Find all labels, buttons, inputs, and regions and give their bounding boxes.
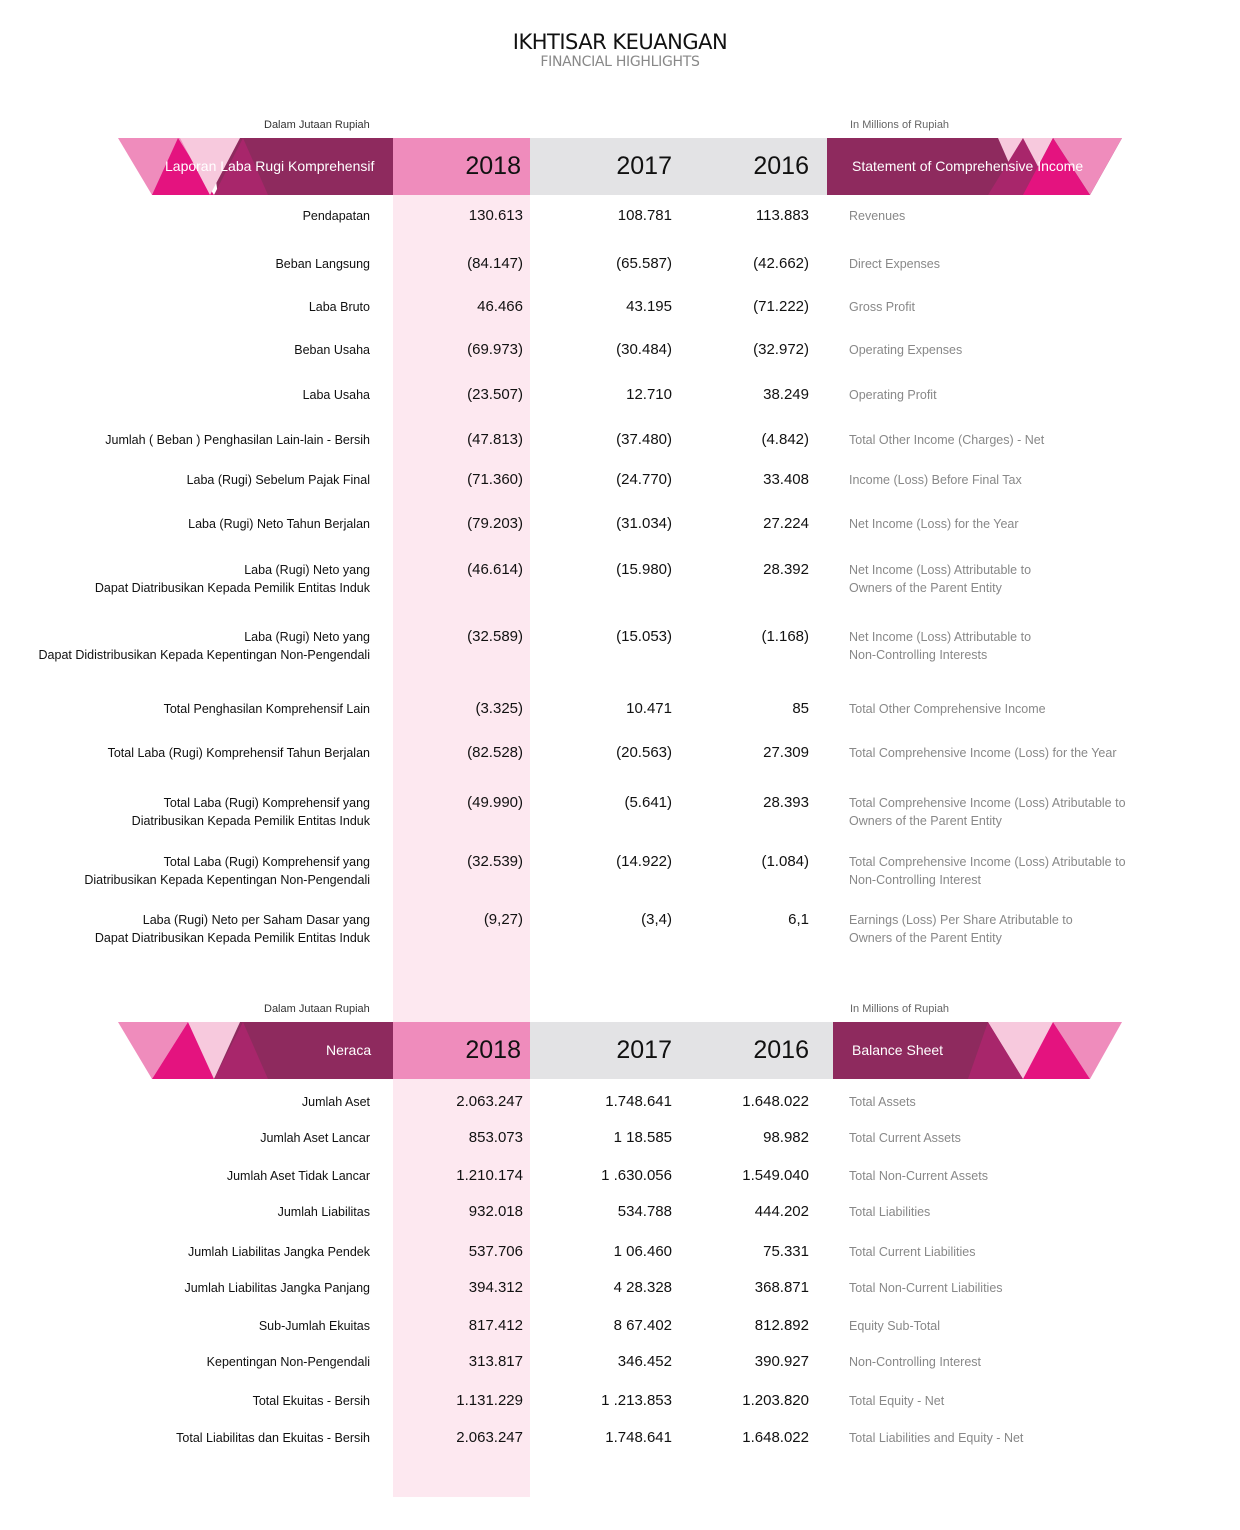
row-label-en-line: Operating Expenses [849, 343, 963, 357]
balance-year-2018: 2018 [465, 1036, 521, 1064]
value-2016: 85 [792, 700, 809, 717]
row-label-id-line: Laba (Rugi) Neto yang [244, 563, 370, 577]
value-2017: 1 18.585 [613, 1129, 672, 1146]
row-label-en-line: Net Income (Loss) Attributable to [849, 630, 1032, 644]
value-2018: (3.325) [475, 700, 523, 717]
value-2018: (9,27) [483, 911, 523, 928]
row-label-en-line: Total Comprehensive Income (Loss) for the Year [849, 746, 1117, 760]
value-2017: 1 06.460 [613, 1243, 672, 1260]
row-label-en-line: Total Other Comprehensive Income [849, 702, 1046, 716]
row-label-en [849, 628, 1031, 664]
income-header-band [118, 138, 1122, 195]
value-2016: 1.549.040 [742, 1167, 809, 1184]
value-2017: 346.452 [617, 1353, 672, 1370]
row-label-en [849, 515, 1019, 533]
value-2018: 2.063.247 [456, 1093, 523, 1110]
row-label-en [849, 561, 1031, 597]
value-2016: 444.202 [754, 1203, 809, 1220]
row-label-id [188, 515, 370, 533]
row-label-en [849, 1317, 940, 1335]
row-label-id-line: Sub-Jumlah Ekuitas [258, 1319, 370, 1333]
row-label-id-line: Laba (Rugi) Neto Tahun Berjalan [188, 517, 370, 531]
value-2018: (49.990) [467, 794, 523, 811]
row-label-id [105, 431, 370, 449]
row-label-en [849, 207, 905, 225]
value-2017: (65.587) [616, 255, 672, 272]
value-2018: (32.589) [467, 628, 523, 645]
row-label-id-line: Jumlah Aset [301, 1095, 370, 1109]
value-2017: 108.781 [617, 207, 672, 224]
value-2017: (31.034) [616, 515, 672, 532]
row-label-en-line: Total Other Income (Charges) - Net [849, 433, 1045, 447]
income-year-2017: 2017 [616, 152, 672, 180]
row-label-id-line: Diatribusikan Kepada Kepentingan Non-Pengendali [84, 873, 370, 887]
value-2017: 1.748.641 [605, 1093, 672, 1110]
row-label-en-line: Operating Profit [849, 388, 937, 402]
row-label-en [849, 386, 937, 404]
value-2016: 1.203.820 [742, 1392, 809, 1409]
value-2016: 38.249 [763, 386, 809, 403]
row-label-id-line: Jumlah Aset Lancar [260, 1131, 370, 1145]
value-2016: (1.084) [761, 853, 809, 870]
row-label-id [95, 911, 370, 947]
row-label-en-line: Total Liabilities and Equity - Net [849, 1431, 1024, 1445]
value-2016: 113.883 [755, 207, 809, 224]
value-2017: 10.471 [626, 700, 672, 717]
row-label-id-line: Jumlah Liabilitas Jangka Pendek [187, 1245, 370, 1259]
value-2018: (84.147) [467, 255, 523, 272]
value-2016: 368.871 [754, 1279, 809, 1296]
value-2016: (42.662) [753, 255, 809, 272]
row-label-id [227, 1167, 370, 1185]
value-2016: 6,1 [788, 911, 809, 928]
row-label-id-line: Diatribusikan Kepada Pemilik Entitas Induk [131, 814, 370, 828]
row-label-en [849, 255, 940, 273]
balance-header-label-en: Balance Sheet [852, 1042, 944, 1058]
value-2017: (15.053) [616, 628, 672, 645]
value-2016: 390.927 [754, 1353, 809, 1370]
value-2016: (32.972) [753, 341, 809, 358]
income-year-2018: 2018 [465, 152, 521, 180]
balance-header-band [118, 1022, 1122, 1079]
value-2017: (15.980) [616, 561, 672, 578]
row-label-en [849, 1392, 944, 1410]
value-2016: 33.408 [763, 471, 809, 488]
value-2018: (71.360) [467, 471, 523, 488]
value-2017: 43.195 [626, 298, 672, 315]
value-2018: 46.466 [477, 298, 523, 315]
value-2018: 2.063.247 [456, 1429, 523, 1446]
value-2018: (46.614) [467, 561, 523, 578]
page-title: IKHTISAR KEUANGAN [512, 30, 728, 54]
value-2018: 537.706 [468, 1243, 523, 1260]
row-label-en-line: Total Current Liabilities [849, 1245, 976, 1259]
row-label-id-line: Total Laba (Rugi) Komprehensif yang [163, 796, 370, 810]
row-label-en-line: Income (Loss) Before Final Tax [849, 473, 1022, 487]
value-2017: (37.480) [616, 431, 672, 448]
row-label-en [849, 1243, 975, 1261]
value-2016: (4.842) [761, 431, 809, 448]
value-2018: (32.539) [467, 853, 523, 870]
balance-year-2016: 2016 [753, 1036, 809, 1064]
row-label-id [303, 207, 370, 225]
row-label-en-line: Direct Expenses [849, 257, 941, 271]
value-2017: 1.748.641 [605, 1429, 672, 1446]
row-label-en-line: Non-Controlling Interests [849, 648, 988, 662]
value-2018: 130.613 [468, 207, 523, 224]
balance-header-label-id: Neraca [326, 1042, 372, 1058]
value-2018: 1.131.229 [456, 1392, 523, 1409]
value-2017: 534.788 [617, 1203, 672, 1220]
unit-label-en-balance: In Millions of Rupiah [850, 1003, 950, 1015]
value-2016: 1.648.022 [742, 1093, 809, 1110]
value-2018: (23.507) [467, 386, 523, 403]
row-label-id [260, 1129, 370, 1147]
value-2017: 12.710 [626, 386, 672, 403]
unit-label-id-balance: Dalam Jutaan Rupiah [264, 1003, 370, 1015]
value-2018: 394.312 [468, 1279, 523, 1296]
value-2017: (5.641) [624, 794, 672, 811]
value-2017: 4 28.328 [613, 1279, 672, 1296]
row-label-en [849, 1429, 1023, 1447]
row-label-id [188, 1243, 370, 1261]
row-label-id-line: Laba Bruto [308, 300, 370, 314]
row-label-en-line: Net Income (Loss) for the Year [849, 517, 1019, 531]
value-2016: 98.982 [763, 1129, 809, 1146]
row-label-id-line: Total Ekuitas - Bersih [252, 1394, 370, 1408]
row-label-en [849, 341, 962, 359]
row-label-en [849, 1167, 988, 1185]
row-label-en-line: Gross Profit [849, 300, 915, 314]
value-2018: 932.018 [468, 1203, 523, 1220]
value-2017: 1 .213.853 [601, 1392, 672, 1409]
row-label-id-line: Jumlah Liabilitas Jangka Panjang [184, 1281, 370, 1295]
row-label-en-line: Total Comprehensive Income (Loss) Atributable to [849, 796, 1126, 810]
income-year-2016: 2016 [753, 152, 809, 180]
value-2017: 1 .630.056 [601, 1167, 672, 1184]
value-2016: 812.892 [754, 1317, 809, 1334]
row-label-en-line: Revenues [849, 209, 906, 223]
value-2016: 28.392 [763, 561, 809, 578]
row-label-en-line: Total Equity - Net [849, 1394, 945, 1408]
value-2018: 853.073 [468, 1129, 523, 1146]
value-2017: (20.563) [616, 744, 672, 761]
value-2018: 1.210.174 [456, 1167, 523, 1184]
unit-label-en: In Millions of Rupiah [850, 119, 950, 131]
row-label-id [184, 1279, 370, 1297]
row-label-en-line: Equity Sub-Total [849, 1319, 941, 1333]
row-label-en [849, 1093, 916, 1111]
row-label-id [207, 1353, 370, 1371]
row-label-en [849, 911, 1073, 947]
row-label-en-line: Total Non-Current Liabilities [849, 1281, 1003, 1295]
row-label-id [84, 853, 370, 889]
value-2016: 27.309 [763, 744, 809, 761]
unit-label-id: Dalam Jutaan Rupiah [264, 119, 370, 131]
value-2016: 28.393 [763, 794, 809, 811]
page-subtitle: FINANCIAL HIGHLIGHTS [540, 54, 700, 70]
row-label-en-line: Net Income (Loss) Attributable to [849, 563, 1032, 577]
income-header-label-en: Statement of Comprehensive Income [852, 158, 1084, 174]
row-label-id-line: Jumlah ( Beban ) Penghasilan Lain-lain - Bersih [105, 433, 370, 447]
row-label-en-line: Non-Controlling Interest [849, 873, 982, 887]
row-label-en-line: Total Comprehensive Income (Loss) Atributable to [849, 855, 1126, 869]
row-label-id [303, 386, 370, 404]
row-label-en-line: Total Liabilities [849, 1205, 931, 1219]
row-label-id-line: Dapat Didistribusikan Kepada Kepentingan Non-Pengendali [38, 648, 370, 662]
row-label-id [259, 1317, 370, 1335]
row-label-en-line: Earnings (Loss) Per Share Atributable to [849, 913, 1073, 927]
row-label-id [187, 471, 370, 489]
row-label-id-line: Total Laba (Rugi) Komprehensif yang [163, 855, 370, 869]
row-label-en [849, 431, 1044, 449]
row-label-en [849, 471, 1022, 489]
row-label-id [294, 341, 370, 359]
row-label-id-line: Beban Langsung [275, 257, 370, 271]
value-2017: (24.770) [616, 471, 672, 488]
value-2016: 1.648.022 [742, 1429, 809, 1446]
value-2017: 8 67.402 [613, 1317, 672, 1334]
row-label-id-line: Jumlah Liabilitas [277, 1205, 370, 1219]
balance-year-2017: 2017 [616, 1036, 672, 1064]
row-label-id [164, 700, 370, 718]
value-2018: 817.412 [468, 1317, 523, 1334]
row-label-id-line: Beban Usaha [294, 343, 370, 357]
row-label-id [302, 1093, 370, 1111]
row-label-en [849, 744, 1117, 762]
row-label-en-line: Total Non-Current Assets [849, 1169, 988, 1183]
row-label-id [132, 794, 370, 830]
row-label-id [253, 1392, 370, 1410]
row-label-id-line: Dapat Diatribusikan Kepada Pemilik Entitas Induk [94, 581, 370, 595]
value-2017: (30.484) [616, 341, 672, 358]
row-label-id [95, 561, 370, 597]
row-label-en [849, 794, 1126, 830]
row-label-en [849, 1279, 1003, 1297]
row-label-en [849, 1353, 981, 1371]
value-2018: (47.813) [467, 431, 523, 448]
row-label-id [176, 1429, 370, 1447]
row-label-id-line: Total Liabilitas dan Ekuitas - Bersih [176, 1431, 370, 1445]
row-label-id-line: Laba (Rugi) Sebelum Pajak Final [186, 473, 370, 487]
row-label-en-line: Owners of the Parent Entity [849, 814, 1002, 828]
row-label-en [849, 298, 915, 316]
row-label-id-line: Total Laba (Rugi) Komprehensif Tahun Berjalan [107, 746, 370, 760]
row-label-en [849, 700, 1046, 718]
row-label-en [849, 1129, 961, 1147]
row-label-id-line: Kepentingan Non-Pengendali [206, 1355, 370, 1369]
value-2017: (14.922) [616, 853, 672, 870]
value-2016: (71.222) [753, 298, 809, 315]
income-header-label-id: Laporan Laba Rugi Komprehensif [165, 158, 375, 174]
row-label-id [278, 1203, 370, 1221]
row-label-id [108, 744, 370, 762]
value-2018: (82.528) [467, 744, 523, 761]
row-label-id [275, 255, 370, 273]
row-label-id-line: Laba Usaha [302, 388, 370, 402]
value-2018: (69.973) [467, 341, 523, 358]
row-label-en-line: Owners of the Parent Entity [849, 931, 1002, 945]
row-label-en [849, 853, 1126, 889]
row-label-id-line: Jumlah Aset Tidak Lancar [226, 1169, 370, 1183]
row-label-id-line: Total Penghasilan Komprehensif Lain [163, 702, 370, 716]
row-label-id-line: Pendapatan [302, 209, 370, 223]
row-label-en-line: Owners of the Parent Entity [849, 581, 1002, 595]
value-2018: (79.203) [467, 515, 523, 532]
row-label-en-line: Total Current Assets [849, 1131, 961, 1145]
row-label-id-line: Laba (Rugi) Neto per Saham Dasar yang [142, 913, 370, 927]
row-label-id-line: Laba (Rugi) Neto yang [244, 630, 370, 644]
row-label-en-line: Total Assets [849, 1095, 916, 1109]
value-2017: (3,4) [641, 911, 672, 928]
row-label-id-line: Dapat Diatribusikan Kepada Pemilik Entitas Induk [94, 931, 370, 945]
row-label-id [39, 628, 370, 664]
row-label-en [849, 1203, 930, 1221]
value-2018: 313.817 [468, 1353, 523, 1370]
row-label-en-line: Non-Controlling Interest [849, 1355, 982, 1369]
value-2016: (1.168) [761, 628, 809, 645]
value-2016: 75.331 [763, 1243, 809, 1260]
row-label-id [309, 298, 370, 316]
value-2016: 27.224 [763, 515, 809, 532]
